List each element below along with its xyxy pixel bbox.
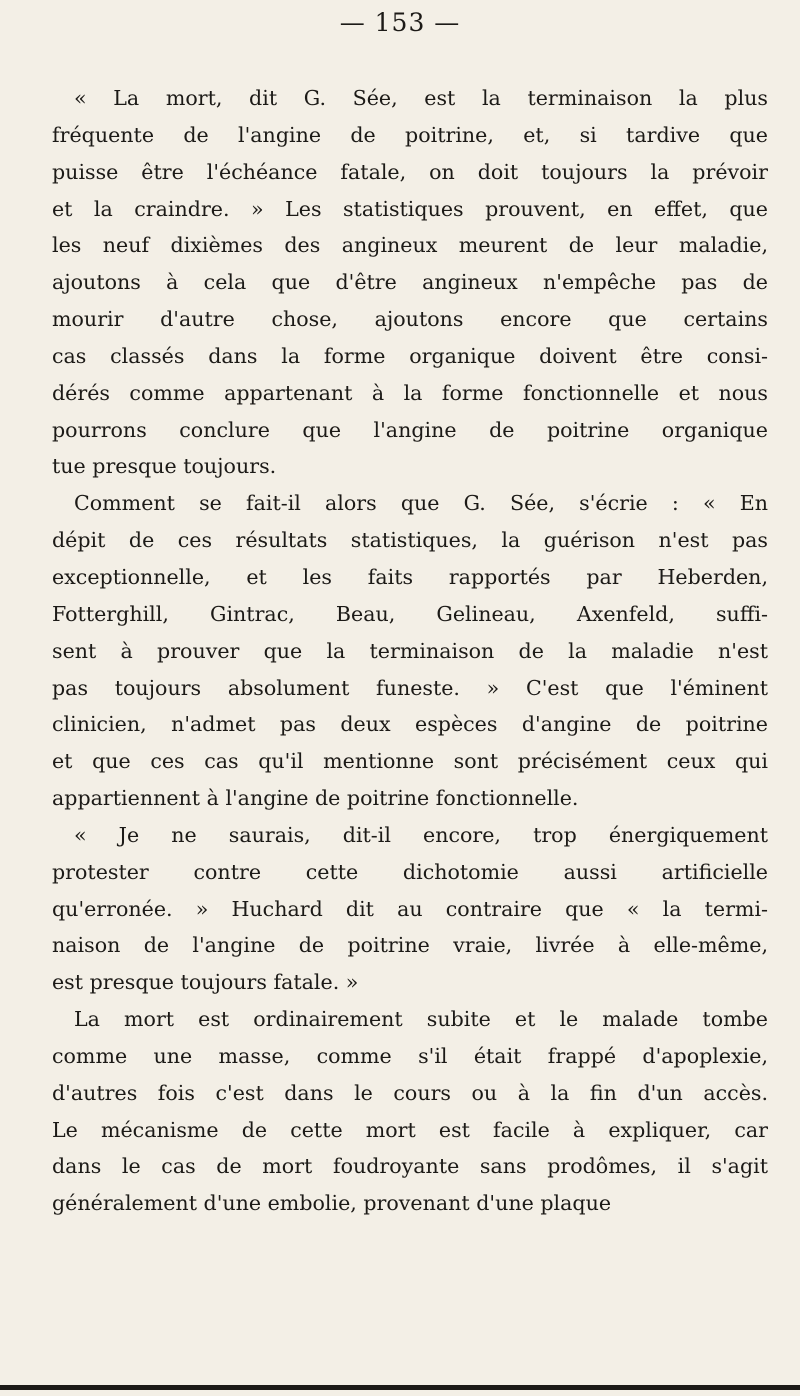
text-line: puisse être l'échéance fatale, on doit toujours la prévoir	[52, 159, 768, 184]
text-line: cas classés dans la forme organique doivent être consi-	[52, 343, 768, 368]
paragraph	[52, 80, 768, 485]
text-line: naison de l'angine de poitrine vraie, livrée à elle-même,	[52, 933, 768, 958]
text-line: fréquente de l'angine de poitrine, et, si tardive que	[52, 122, 768, 147]
text-line: ajoutons à cela que d'être angineux n'empêche pas de	[52, 270, 768, 295]
text-line: est presque toujours fatale. »	[52, 970, 359, 995]
text-line: tue presque toujours.	[52, 454, 277, 479]
text-line: Le mécanisme de cette mort est facile à expliquer, car	[52, 1117, 768, 1142]
text-line: « La mort, dit G. Sée, est la terminaison la plus	[74, 86, 768, 110]
text-line: Fotterghill, Gintrac, Beau, Gelineau, Axenfeld, suffi-	[52, 601, 768, 626]
text-line: protester contre cette dichotomie aussi artificielle	[52, 859, 768, 884]
body-text	[52, 80, 768, 1222]
text-line: les neuf dixièmes des angineux meurent de leur maladie,	[52, 233, 768, 258]
text-line: pas toujours absolument funeste. » C'est que l'éminent	[52, 675, 768, 700]
page-number: — 153 —	[339, 8, 461, 37]
text-line: dépit de ces résultats statistiques, la guérison n'est pas	[52, 528, 768, 553]
text-line: qu'erronée. » Huchard dit au contraire que « la termi-	[52, 896, 768, 921]
text-line: et la craindre. » Les statistiques prouvent, en effet, que	[52, 196, 768, 221]
page-bottom-edge	[0, 1385, 800, 1390]
text-line: généralement d'une embolie, provenant d'une plaque	[52, 1191, 612, 1216]
text-line: dérés comme appartenant à la forme fonctionnelle et nous	[52, 380, 768, 405]
text-line: dans le cas de mort foudroyante sans prodômes, il s'agit	[52, 1154, 768, 1179]
text-line: Comment se fait-il alors que G. Sée, s'écrie : « En	[74, 491, 768, 516]
text-line: clinicien, n'admet pas deux espèces d'angine de poitrine	[52, 712, 768, 737]
text-line: comme une masse, comme s'il était frappé d'apoplexie,	[52, 1043, 768, 1068]
text-line: et que ces cas qu'il mentionne sont précisément ceux qui	[52, 749, 768, 774]
text-line: sent à prouver que la terminaison de la maladie n'est	[52, 638, 768, 663]
text-line: La mort est ordinairement subite et le malade tombe	[74, 1007, 768, 1032]
text-line: « Je ne saurais, dit-il encore, trop énergiquement	[74, 822, 768, 847]
text-line: pourrons conclure que l'angine de poitrine organique	[52, 417, 768, 442]
paragraph	[52, 817, 768, 1001]
text-line: exceptionnelle, et les faits rapportés par Heberden,	[52, 564, 768, 589]
paragraph	[52, 1001, 768, 1222]
text-line: mourir d'autre chose, ajoutons encore que certains	[52, 307, 768, 332]
paragraph	[52, 485, 768, 817]
text-line: appartiennent à l'angine de poitrine fonctionnelle.	[52, 786, 579, 811]
text-line: d'autres fois c'est dans le cours ou à la fin d'un accès.	[52, 1080, 768, 1105]
